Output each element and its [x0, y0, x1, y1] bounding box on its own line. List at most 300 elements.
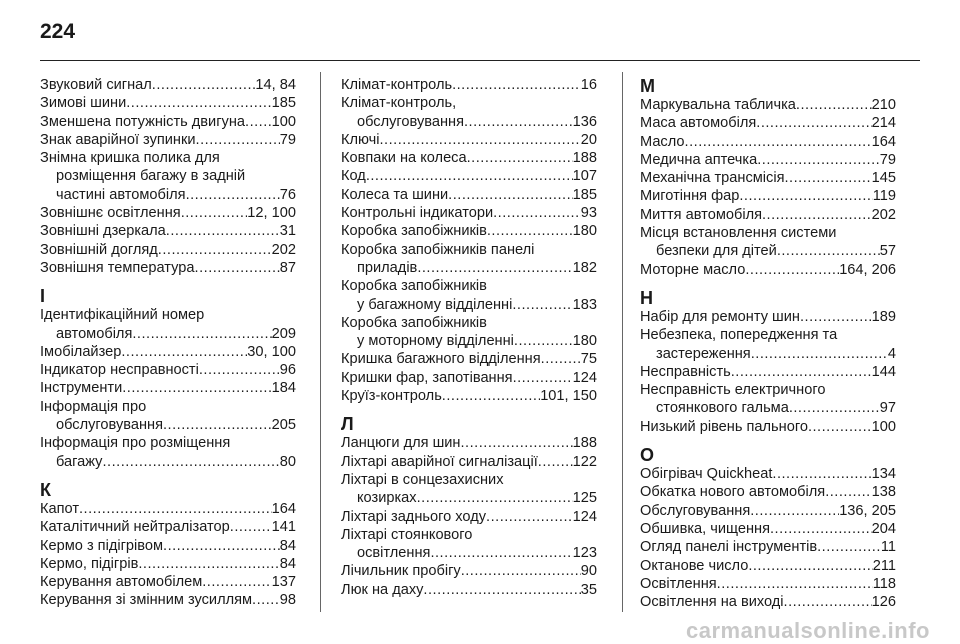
index-entry-label: Каталітичний нейтралізатор [40, 519, 230, 536]
index-entry-label: Клімат-контроль [341, 77, 453, 93]
index-entry-label: Маркувальна табличка [640, 97, 796, 113]
index-entry [341, 453, 597, 471]
dot-leader [461, 562, 581, 580]
index-entry-label: Обігрівач Quickheat [640, 466, 773, 483]
index-entry-row [640, 242, 896, 260]
dot-leader [442, 387, 540, 405]
index-entry-row [341, 350, 597, 368]
dot-leader [757, 151, 880, 169]
index-entry-label: Інструменти [40, 380, 123, 397]
index-entry-label: Кермо з підігрівом [40, 537, 164, 554]
index-entry-label: Зовнішня температура [40, 259, 195, 276]
index-entry [640, 133, 896, 151]
index-entry-row [640, 465, 896, 483]
dot-leader [789, 399, 880, 417]
dot-leader [121, 343, 247, 361]
index-page-ref: 80 [279, 453, 296, 470]
index-entry-row [341, 113, 597, 131]
index-entry-label: у багажному відділенні [357, 296, 513, 313]
index-entry-row [640, 399, 896, 417]
index-entry-row [40, 343, 296, 361]
index-page-ref: 97 [879, 400, 896, 417]
index-entry-row [341, 489, 597, 507]
index-entry-row [40, 379, 296, 397]
index-page-ref: 137 [271, 574, 296, 591]
index-letter-heading: К [40, 479, 51, 500]
index-entry-label: стоянкового гальма [656, 400, 789, 417]
index-entry-label: автомобіля [56, 325, 133, 342]
dot-leader [785, 169, 872, 187]
index-entry-label: Імобілайзер [40, 343, 122, 360]
index-entry-row [40, 573, 296, 591]
index-entry-row [640, 345, 896, 363]
dot-leader [79, 500, 272, 518]
index-entry-label: Ліхтарі аварійної сигналізації [341, 453, 538, 470]
dot-leader [513, 369, 573, 387]
index-entry-row [40, 518, 296, 536]
index-page-ref: 188 [572, 150, 597, 167]
dot-leader [245, 113, 272, 131]
index-entry-label: Освітлення [640, 575, 717, 592]
index-entry-label: Обшивка, чищення [640, 520, 770, 537]
column-divider-1 [320, 72, 321, 612]
index-page-ref: 123 [572, 545, 597, 562]
index-entry-text-line: Небезпека, попередження та [640, 327, 838, 344]
index-page-ref: 35 [580, 581, 597, 598]
index-entry-row [640, 557, 896, 575]
index-page-ref: 30, 100 [247, 343, 296, 360]
index-entry-text-line: Несправність електричного [640, 382, 826, 399]
dot-leader [138, 555, 279, 573]
dot-leader [541, 350, 581, 368]
dot-leader [731, 363, 872, 381]
index-entry-label: Керування зі змінним зусиллям [40, 592, 253, 609]
dot-leader [777, 242, 880, 260]
index-page-ref: 202 [871, 206, 896, 223]
index-entry-label: Набір для ремонту шин [640, 308, 800, 325]
index-entry-label: Код [341, 168, 366, 185]
index-entry-row [40, 222, 296, 240]
index-entry-row [341, 434, 597, 452]
dot-leader [800, 308, 872, 326]
index-entry-label: застереження [656, 345, 751, 362]
index-entry-label: приладів [357, 259, 418, 276]
index-entry [341, 314, 597, 351]
index-entry-label: Зовнішні дзеркала [40, 223, 166, 240]
index-entry-row [640, 308, 896, 326]
index-entry [341, 369, 597, 387]
index-entry [640, 465, 896, 483]
index-entry-label: обслуговування [357, 113, 464, 130]
index-entry [40, 591, 296, 609]
dot-leader [770, 520, 872, 538]
dot-leader [817, 538, 881, 556]
index-entry [341, 471, 597, 508]
index-entry-row [40, 453, 296, 471]
index-entry [40, 149, 296, 204]
index-entry-row [40, 361, 296, 379]
index-entry-label: Кермо, підігрів [40, 555, 139, 572]
index-page-ref: 118 [872, 575, 896, 592]
index-page-ref: 11 [880, 539, 896, 556]
index-page-ref: 76 [279, 186, 296, 203]
index-entry-row [40, 204, 296, 222]
index-entry-row [40, 131, 296, 149]
index-entry [640, 418, 896, 436]
index-entry [640, 381, 896, 418]
index-letter-heading: Н [640, 287, 653, 308]
index-page-ref: 144 [871, 363, 896, 380]
index-entry-row [40, 113, 296, 131]
index-entry-row [341, 387, 597, 405]
index-entry [341, 241, 597, 278]
index-page-ref: 119 [872, 188, 896, 205]
index-letter-heading: Л [341, 414, 354, 435]
index-entry-label: Маса автомобіля [640, 115, 757, 132]
index-entry [40, 259, 296, 277]
index-entry [341, 526, 597, 563]
index-entry-row [640, 133, 896, 151]
index-entry [640, 224, 896, 261]
dot-leader [461, 434, 573, 452]
index-entry-text-line: Клімат-контроль, [341, 95, 457, 112]
page-number: 224 [40, 20, 76, 43]
index-entry-row [341, 259, 597, 277]
index-entry-label: Обслуговування [640, 502, 751, 519]
index-entry-row [341, 76, 597, 94]
index-entry [40, 555, 296, 573]
index-entry-row [341, 204, 597, 222]
index-entry [40, 241, 296, 259]
index-page-ref: 100 [871, 418, 896, 435]
index-entry-label: Звуковий сигнал [40, 77, 152, 93]
index-entry [40, 113, 296, 131]
index-entry-label: Моторне масло [640, 261, 746, 278]
dot-leader [762, 206, 872, 224]
index-entry-row [640, 114, 896, 132]
index-entry-label: Кришки фар, запотівання [341, 369, 513, 386]
index-entry-label: Капот [40, 500, 79, 517]
dot-leader [158, 241, 272, 259]
index-page-ref: 126 [871, 594, 896, 611]
index-entry [341, 149, 597, 167]
index-entry-row [640, 593, 896, 611]
index-entry-label: Зимові шини [40, 95, 127, 112]
index-entry-label: Зовнішній догляд [40, 241, 158, 258]
index-entry [640, 363, 896, 381]
index-entry-text-line: Коробка запобіжників панелі [341, 241, 535, 258]
index-page-ref: 214 [871, 115, 896, 132]
index-column-1 [40, 76, 296, 610]
index-entry-label: Миття автомобіля [640, 206, 762, 223]
index-entry-label: багажу [56, 453, 103, 470]
index-entry [40, 573, 296, 591]
dot-leader [748, 557, 872, 575]
dot-leader [423, 581, 580, 599]
index-entry-row [40, 94, 296, 112]
index-entry-row [341, 167, 597, 185]
dot-leader [163, 416, 272, 434]
index-entry-row [40, 591, 296, 609]
index-page-ref: 75 [580, 351, 597, 368]
dot-leader [380, 131, 581, 149]
dot-leader [230, 518, 272, 536]
index-page-ref: 185 [271, 95, 296, 112]
index-page-ref: 96 [279, 362, 296, 379]
index-entry-row [341, 332, 597, 350]
index-entry-label: обслуговування [56, 417, 163, 434]
index-entry [341, 562, 597, 580]
index-entry-row [640, 538, 896, 556]
index-page-ref: 180 [572, 223, 597, 240]
index-entry-row [40, 500, 296, 518]
index-entry-label: Низький рівень пального [640, 418, 808, 435]
index-entry-row [341, 149, 597, 167]
dot-leader [493, 204, 581, 222]
column-divider-2 [622, 72, 623, 612]
index-entry [40, 204, 296, 222]
index-entry [341, 581, 597, 599]
index-entry [341, 167, 597, 185]
dot-leader [487, 222, 573, 240]
index-entry-text-line: Коробка запобіжників [341, 314, 487, 331]
index-page-ref: 136 [572, 113, 597, 130]
dot-leader [132, 325, 271, 343]
index-page-ref: 204 [871, 520, 896, 537]
watermark: carmanualsonline.info [686, 618, 930, 643]
index-entry-row [40, 186, 296, 204]
index-entry [341, 94, 597, 131]
dot-leader [430, 544, 572, 562]
index-page-ref: 12, 100 [247, 205, 296, 222]
index-entry [40, 518, 296, 536]
dot-leader [417, 259, 572, 277]
index-entry-label: Ліхтарі заднього ходу [341, 508, 487, 525]
index-entry-text-line: Інформація про розміщення [40, 435, 231, 452]
index-entry [640, 593, 896, 611]
index-page-ref: 31 [279, 223, 296, 240]
index-entry [640, 96, 896, 114]
index-letter-heading: І [40, 286, 46, 307]
index-entry [40, 94, 296, 112]
index-entry [640, 206, 896, 224]
index-page-ref: 16 [580, 77, 597, 93]
dot-leader [717, 575, 873, 593]
dot-leader [464, 113, 573, 131]
index-entry-row [40, 537, 296, 555]
index-entry-text-line: Інформація про [40, 398, 147, 415]
dot-leader [181, 204, 248, 222]
index-entry-label: Ковпаки на колеса [341, 150, 467, 167]
index-entry-label: Освітлення на виході [640, 594, 784, 611]
index-page-ref: 4 [887, 345, 896, 362]
index-entry [40, 361, 296, 379]
index-entry [341, 204, 597, 222]
index-entry [341, 131, 597, 149]
dot-leader [685, 133, 872, 151]
index-entry [40, 306, 296, 343]
index-entry-label: Несправність [640, 363, 731, 380]
index-page-ref: 84 [279, 537, 296, 554]
index-letter-heading: М [640, 76, 655, 96]
index-entry-label: Люк на даху [341, 581, 424, 598]
index-page-ref: 164 [871, 133, 896, 150]
dot-leader [538, 453, 573, 471]
index-entry-row [640, 502, 896, 520]
header-rule [40, 60, 920, 61]
index-entry-row [341, 453, 597, 471]
index-entry [40, 434, 296, 471]
dot-leader [152, 76, 256, 94]
index-entry-label: Лічильник пробігу [341, 563, 461, 580]
dot-leader [756, 114, 871, 132]
index-entry [341, 508, 597, 526]
index-entry-label: Колеса та шини [341, 186, 449, 203]
index-entry-text-line: Коробка запобіжників [341, 278, 487, 295]
index-page-ref: 185 [572, 186, 597, 203]
index-entry-row [640, 520, 896, 538]
index-page-ref: 145 [871, 170, 896, 187]
index-page-ref: 141 [271, 519, 296, 536]
index-page-ref: 182 [572, 259, 597, 276]
index-page-ref: 93 [580, 205, 597, 222]
dot-leader [772, 465, 871, 483]
index-entry [40, 500, 296, 518]
index-entry [640, 187, 896, 205]
dot-leader [514, 332, 573, 350]
index-page-ref: 87 [279, 259, 296, 276]
dot-leader [448, 186, 572, 204]
dot-leader [751, 345, 888, 363]
index-page-ref: 122 [572, 453, 597, 470]
index-page-ref: 189 [871, 308, 896, 325]
index-entry-label: Ключі [341, 131, 380, 148]
index-entry-text-line: Знімна кришка полика для [40, 150, 220, 167]
index-entry [341, 350, 597, 368]
index-entry [640, 169, 896, 187]
index-entry-row [341, 508, 597, 526]
index-entry-label: Коробка запобіжників [341, 223, 487, 240]
index-entry-label: Знак аварійної зупинки [40, 131, 196, 148]
dot-leader [825, 483, 871, 501]
index-entry-row [341, 296, 597, 314]
dot-leader [196, 131, 280, 149]
index-entry [341, 277, 597, 314]
index-entry-row [640, 483, 896, 501]
index-page-ref: 210 [871, 97, 896, 113]
dot-leader [452, 76, 581, 94]
dot-leader [745, 261, 839, 279]
index-entry [341, 434, 597, 452]
index-page-ref: 124 [572, 508, 597, 525]
index-entry-text-line: розміщення багажу в задній [56, 168, 246, 185]
index-page-ref: 125 [572, 490, 597, 507]
index-entry-row [40, 76, 296, 94]
index-entry-row [640, 206, 896, 224]
index-entry-label: Керування автомобілем [40, 574, 203, 591]
index-letter-heading: О [640, 445, 655, 466]
index-entry-label: частині автомобіля [56, 186, 186, 203]
dot-leader [252, 591, 280, 609]
index-entry-label: безпеки для дітей [656, 243, 777, 260]
index-entry [341, 387, 597, 405]
index-page-ref: 205 [271, 417, 296, 434]
dot-leader [166, 222, 280, 240]
dot-leader [126, 94, 271, 112]
index-page-ref: 184 [271, 380, 296, 397]
index-page-ref: 57 [879, 243, 896, 260]
index-entry-row [40, 241, 296, 259]
dot-leader [186, 186, 280, 204]
dot-leader [163, 537, 280, 555]
index-page-ref: 209 [271, 325, 296, 342]
index-entry-label: Октанове число [640, 557, 749, 574]
index-page-ref: 183 [572, 296, 597, 313]
index-entry-text-line: Ліхтарі стоянкового [341, 526, 473, 543]
index-entry-row [341, 562, 597, 580]
index-entry-label: Кришка багажного відділення [341, 351, 541, 368]
index-page-ref: 79 [279, 131, 296, 148]
index-entry [40, 379, 296, 397]
index-entry-label: Механічна трансмісія [640, 170, 785, 187]
index-entry-label: Круїз-контроль [341, 388, 442, 405]
index-entry-row [640, 96, 896, 114]
index-entry-label: козирках [357, 490, 417, 507]
index-column-3 [640, 76, 896, 611]
dot-leader [784, 593, 872, 611]
index-page-ref: 202 [271, 241, 296, 258]
dot-leader [486, 508, 573, 526]
index-entry-row [640, 363, 896, 381]
index-page-ref: 101, 150 [540, 388, 597, 405]
index-column-2 [341, 76, 597, 599]
index-entry-row [640, 187, 896, 205]
index-entry [640, 538, 896, 556]
index-entry [40, 76, 296, 94]
index-entry [40, 398, 296, 435]
index-entry [640, 151, 896, 169]
index-entry [640, 557, 896, 575]
dot-leader [417, 489, 573, 507]
index-page-ref: 100 [271, 113, 296, 130]
index-entry-label: Контрольні індикатори [341, 205, 494, 222]
index-entry-row [640, 151, 896, 169]
index-entry-label: Зменшена потужність двигуна [40, 113, 246, 130]
index-entry [40, 343, 296, 361]
index-entry-row [341, 186, 597, 204]
dot-leader [739, 187, 872, 205]
dot-leader [102, 453, 279, 471]
index-entry-label: Ланцюги для шин [341, 435, 461, 452]
index-entry-label: Обкатка нового автомобіля [640, 484, 826, 501]
index-entry-row [640, 169, 896, 187]
index-entry [640, 502, 896, 520]
index-entry-row [341, 544, 597, 562]
index-entry-label: Індикатор несправності [40, 362, 199, 379]
index-page-ref: 164 [271, 500, 296, 517]
dot-leader [796, 96, 872, 114]
dot-leader [808, 418, 872, 436]
index-page-ref: 211 [872, 557, 896, 574]
index-page-ref: 188 [572, 435, 597, 452]
index-page-ref: 79 [879, 151, 896, 168]
index-entry-row [341, 131, 597, 149]
index-entry-row [40, 325, 296, 343]
index-entry [640, 326, 896, 363]
index-entry-text-line: Ліхтарі в сонцезахисних [341, 471, 504, 488]
dot-leader [512, 296, 572, 314]
index-page-ref: 14, 84 [255, 77, 296, 93]
